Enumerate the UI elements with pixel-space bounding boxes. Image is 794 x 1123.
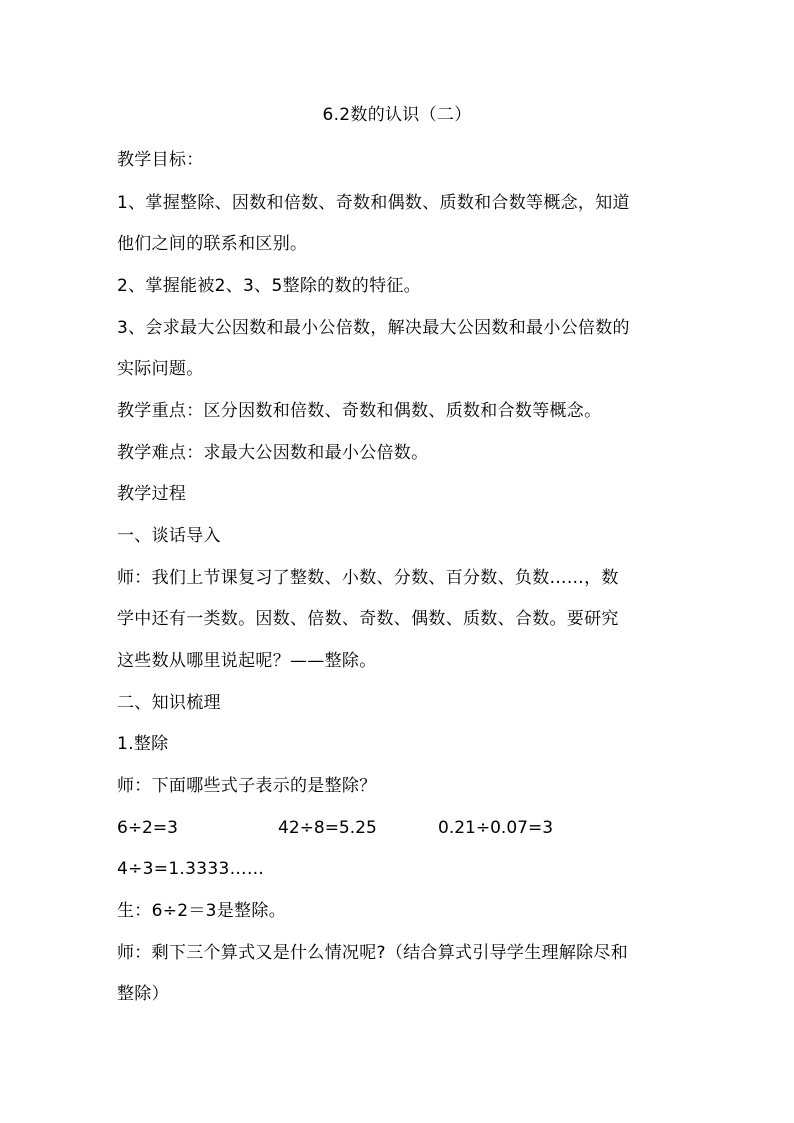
text-line: 教学重点：区分因数和倍数、奇数和偶数、质数和合数等概念。 — [117, 401, 602, 421]
text-line: 这些数从哪里说起呢？——整除。 — [117, 651, 377, 671]
text-line: 生：6÷2＝3是整除。 — [117, 901, 286, 921]
equation: 42÷8=5.25 — [278, 818, 377, 838]
text-line: 一、谈话导入 — [117, 526, 221, 546]
text-line: 教学过程 — [117, 484, 187, 504]
text-line: 二、知识梳理 — [117, 693, 221, 713]
text-line: 整除） — [117, 984, 169, 1004]
text-line: 师：剩下三个算式又是什么情况呢?（结合算式引导学生理解除尽和 — [117, 943, 629, 963]
text-line: 1、掌握整除、因数和倍数、奇数和偶数、质数和合数等概念，知道 — [117, 193, 630, 213]
equation: 0.21÷0.07=3 — [438, 818, 554, 838]
text-line: 师：下面哪些式子表示的是整除？ — [117, 776, 377, 796]
text-line: 4÷3=1.3333…… — [117, 859, 265, 879]
text-line: 1.整除 — [117, 734, 169, 754]
equation: 6÷2=3 — [117, 818, 178, 838]
text-line: 他们之间的联系和区别。 — [117, 234, 308, 254]
text-line: 学中还有一类数。因数、倍数、奇数、偶数、质数、合数。要研究 — [117, 609, 619, 629]
text-line: 教学目标： — [117, 150, 204, 170]
text-line: 2、掌握能被2、3、5整除的数的特征。 — [117, 276, 421, 296]
text-line: 实际问题。 — [117, 359, 204, 379]
text-line: 教学难点：求最大公因数和最小公倍数。 — [117, 443, 429, 463]
text-line: 师：我们上节课复习了整数、小数、分数、百分数、负数……，数 — [117, 568, 619, 588]
text-line: 3、会求最大公因数和最小公倍数，解决最大公因数和最小公倍数的 — [117, 318, 630, 338]
document-title: 6.2数的认识（二） — [322, 105, 472, 125]
